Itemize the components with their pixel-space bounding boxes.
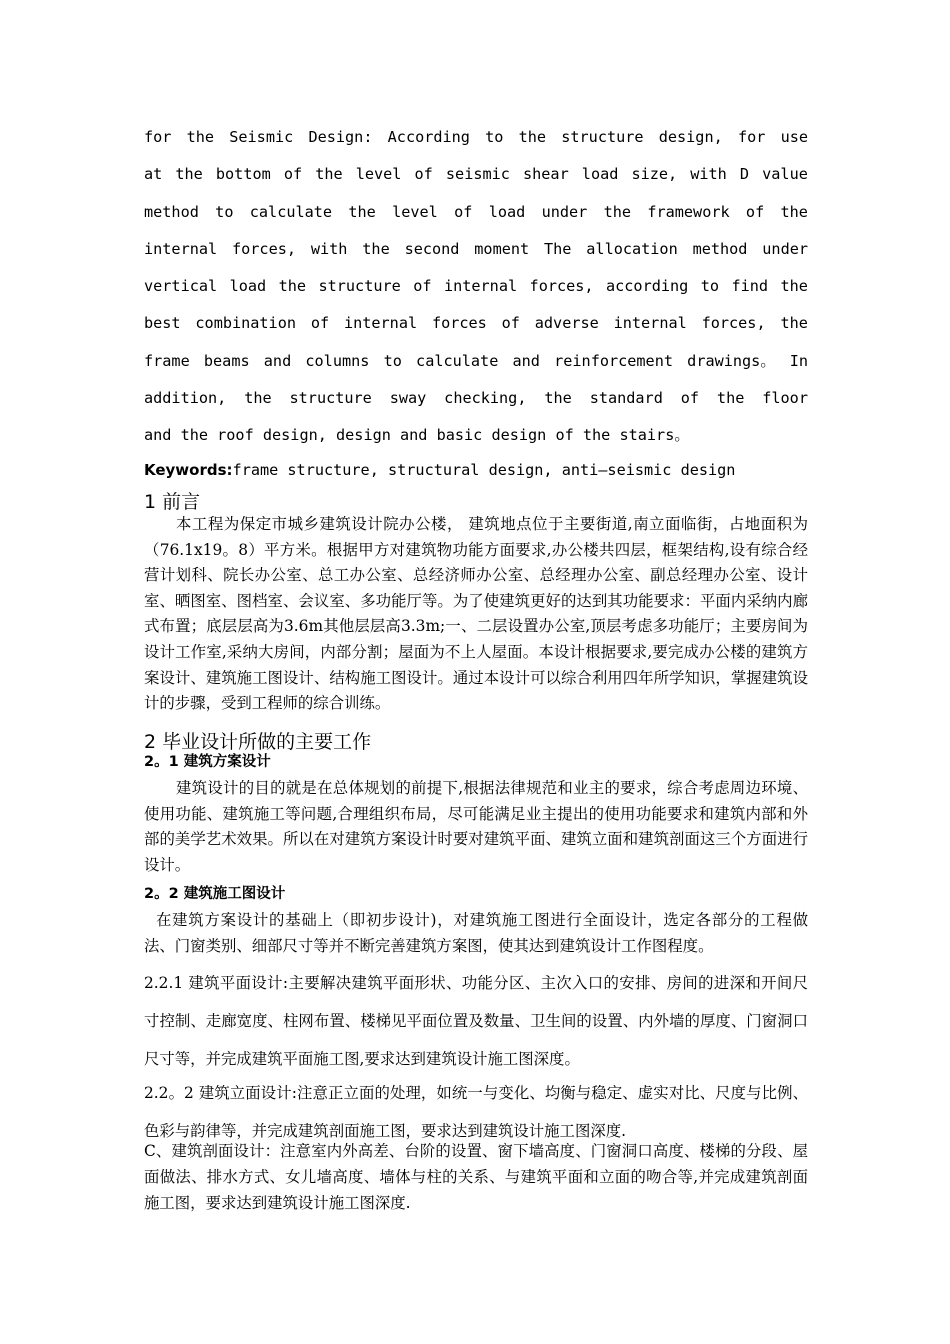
abstract-line: method to calculate the level of load under the framework of the <box>144 202 808 221</box>
abstract-line: frame beams and columns to calculate and reinforcement drawings。 In <box>144 351 808 370</box>
section-2-2-heading: 2。2 建筑施工图设计 <box>144 886 286 902</box>
abstract-line: at the bottom of the level of seismic shear load size, with D value <box>144 165 808 184</box>
abstract-line: addition, the structure sway checking, the standard of the floor <box>144 389 808 408</box>
section-1-heading: 1 前言 <box>144 491 201 513</box>
keywords-label: Keywords: <box>144 461 233 479</box>
keywords-text: frame structure, structural design, anti—seismic design <box>232 461 736 479</box>
abstract-line: for the Seismic Design: According to the structure design, for use <box>144 128 808 146</box>
section-2-2-2-body: 2.2。2 建筑立面设计:注意正立面的处理，如统一与变化、均衡与稳定、虚实对比、尺度与比例、色彩与韵律等，并完成建筑剖面施工图，要求达到建筑设计施工图深度. <box>144 1084 808 1140</box>
abstract-english <box>144 121 808 457</box>
abstract-line: and the roof design, design and basic design of the stairs。 <box>144 426 690 445</box>
abstract-line: internal forces, with the second moment The allocation method under <box>144 239 808 258</box>
section-2-1-heading: 2。1 建筑方案设计 <box>144 754 271 770</box>
section-2-2-body: 在建筑方案设计的基础上（即初步设计)，对建筑施工图进行全面设计，选定各部分的工程做法、门窗类别、细部尺寸等并不断完善建筑方案图，使其达到建筑设计工作图程度。 <box>144 911 808 955</box>
section-2-2-c-body: C、建筑剖面设计：注意室内外高差、台阶的设置、窗下墙高度、门窗洞口高度、楼梯的分段、屋面做法、排水方式、女儿墙高度、墙体与柱的关系、与建筑平面和立面的吻合等,并完成建筑剖面施工图，要求达到建筑设计施工图深度. <box>144 1142 808 1212</box>
keywords-line <box>144 459 808 481</box>
section-2-2-1-body: 2.2.1 建筑平面设计:主要解决建筑平面形状、功能分区、主次入口的安排、房间的进深和开间尺寸控制、走廊宽度、柱网布置、楼梯见平面位置及数量、卫生间的设置、内外墙的厚度、门窗洞口尺寸等，并完成建筑平面施工图,要求达到建筑设计施工图深度。 <box>144 974 808 1068</box>
section-2-heading: 2 毕业设计所做的主要工作 <box>144 731 372 753</box>
section-2-1-body: 建筑设计的目的就是在总体规划的前提下,根据法律规范和业主的要求，综合考虑周边环境、使用功能、建筑施工等问题,合理组织布局，尽可能满足业主提出的使用功能要求和建筑内部和外部的美学艺术效果。所以在对建筑方案设计时要对建筑平面、建筑立面和建筑剖面这三个方面进行设计。 <box>144 779 808 874</box>
abstract-line: best combination of internal forces of adverse internal forces, the <box>144 314 808 333</box>
section-1-body: 本工程为保定市城乡建筑设计院办公楼， 建筑地点位于主要街道,南立面临街，占地面积为（76.1x19。8）平方米。根据甲方对建筑物功能方面要求,办公楼共四层，框架结构,设有综合经营计划科、院长办公室、总工办公室、总经济师办公室、总经理办公室、副总经理办公室、设计室、晒图室、图档室、会议室、多功能厅等。为了使建筑更好的达到其功能要求：平面内采纳内廊式布置；底层层高为3.6m其他层层高3.3m;一、二层设置办公室,顶层考虑多功能厅；主要房间为设计工作室,采纳大房间，内部分割；屋面为不上人屋面。本设计根据要求,要完成办公楼的建筑方案设计、建筑施工图设计、结构施工图设计。通过本设计可以综合利用四年所学知识，掌握建筑设计的步骤，受到工程师的综合训练。 <box>144 515 808 713</box>
abstract-line: vertical load the structure of internal forces, according to find the <box>144 277 808 296</box>
